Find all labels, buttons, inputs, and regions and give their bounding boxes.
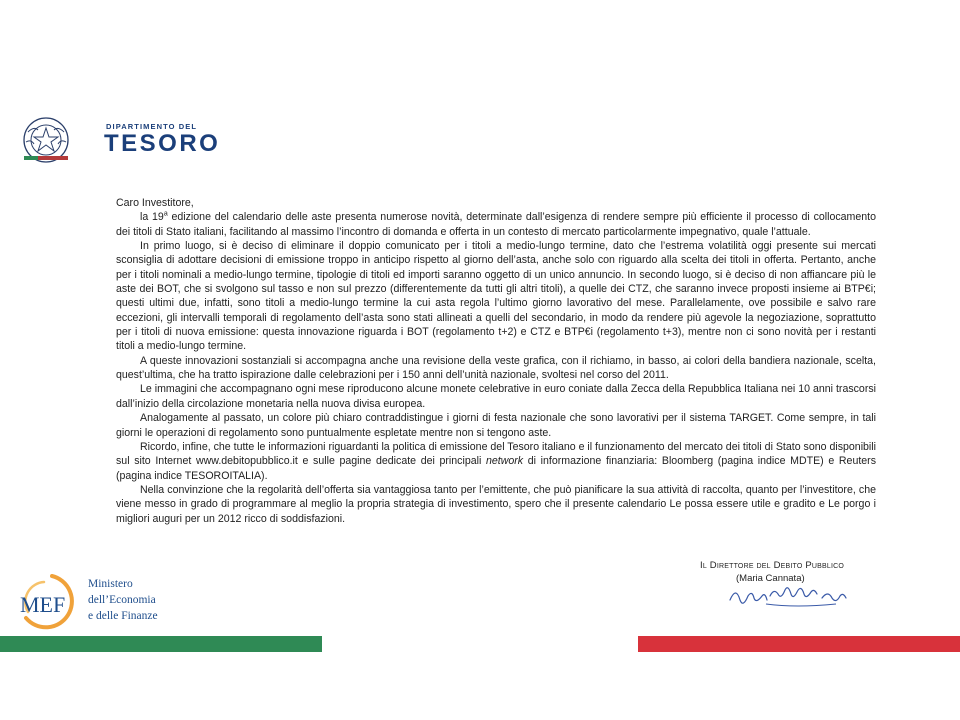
flag-red-bar [638, 636, 960, 652]
mef-name [88, 576, 158, 624]
mef-logo [14, 572, 234, 632]
mef-line-3: e delle Finanze [88, 610, 158, 622]
letter-paragraph-3: A queste innovazioni sostanziali si accompagna anche una revisione della veste grafica, con il richiamo, in basso, ai colori della bandiera nazionale, scelta, quest’ultima, che ha tratto ispirazione dalle celebrazioni per i 150 anni dell’unità nazionale, svoltesi nel corso del 2011. [116, 354, 876, 382]
handwritten-signature [726, 584, 866, 610]
letter-salutation: Caro Investitore, [116, 197, 194, 209]
letter-paragraph-1 [116, 210, 876, 239]
italian-republic-emblem-icon [18, 112, 74, 168]
letter-paragraph-2: In primo luogo, si è deciso di eliminare il doppio comunicato per i titoli a medio-lungo termine, dato che l’estrema volatilità oggi presente sui mercati sconsiglia di adottare decisioni di emissione troppo in anticipo rispetto al giorno dell’asta, anche solo con riguardo alla scelta dei titoli in offerta. Pertanto, anche per i titoli nominali a medio-lungo termine, tipologie di titoli ed importi saranno oggetto di un unico annuncio. In secondo luogo, si è deciso di non affiancare più le aste dei BOT, che si svolgono sul tasso e non sul prezzo (differentemente da tutti gli altri titoli), a quelle dei CTZ, che saranno invece proposti insieme ai BTP€i; questi ultimi due, infatti, sono titoli a medio-lungo termine la cui asta regola l’ultimo giorno lavorativo del mese. Parallelamente, ove possibile e salvo rare eccezioni, gli intervalli temporali di regolamento dell’asta sono stati allineati a quelli del secondario, in modo da rendere più agevole la negoziazione, soprattutto per i titoli di nuova emissione: questa innovazione riguarda i BOT (regolamento t+2) e CTZ e BTP€i (regolamento t+3), mentre non ci sono novità per i restanti titoli a medio-lungo termine. [116, 240, 876, 353]
tesoro-logo [18, 112, 221, 172]
mef-line-2: dell’Economia [88, 594, 156, 606]
letter-paragraph-6 [116, 440, 876, 483]
letter-paragraph-7: Nella convinzione che la regolarità dell’offerta sia vantaggiosa tanto per l’emittente, che può pianificare la sua attività di raccolta, quanto per l’investitore, che viene messo in grado di programmare al meglio la propria strategia di investimento, spero che il presente calendario Le possa essere utile e gradito e Le porgo i migliori auguri per un 2012 ricco di soddisfazioni. [116, 483, 876, 525]
letter-body [116, 196, 876, 526]
ordinal-superscript: a [163, 210, 168, 218]
p1-post: edizione del calendario delle aste presenta numerose novità, determinate dall’esigenza di rendere sempre più efficiente il processo di collocamento dei titoli di Stato italiani, facilitando al massimo l’incontro di domanda e offerta in un contesto di mercato particolarmente impegnativo, quale l’attuale. [116, 211, 876, 238]
letter-paragraph-5: Analogamente al passato, un colore più chiaro contraddistingue i giorni di festa nazionale che sono lavorativi per il sistema TARGET. Come sempre, in tali giorni le operazioni di regolamento sono puntualmente espletate mentre non si tengono aste. [116, 412, 876, 439]
flag-green-bar [0, 636, 322, 652]
letter-paragraph-4: Le immagini che accompagnano ogni mese riproducono alcune monete celebrative in euro coniate dalla Zecca della Repubblica Italiana nei 10 anni trascorsi dall’inizio della circolazione monetaria nella nuova divisa europea. [116, 383, 876, 410]
signature-name: (Maria Cannata) [736, 573, 805, 584]
p6-network: network [486, 455, 524, 468]
p1-pre: la 19 [140, 211, 164, 224]
department-name: TESORO [104, 130, 221, 157]
p6-post: di informazione finanziaria: Bloomberg (pagina indice MDTE) e Reuters (pagina indice TESOROITALIA). [116, 455, 876, 482]
mef-line-1: Ministero [88, 578, 133, 590]
mef-mark-text: MEF [20, 592, 66, 617]
mef-logo-mark-icon [14, 572, 84, 630]
signature-title: Il Direttore del Debito Pubblico [700, 560, 845, 571]
signature-block [700, 560, 900, 584]
department-label: DIPARTIMENTO DEL [106, 122, 198, 131]
p6-pre: Ricordo, infine, che tutte le informazioni riguardanti la politica di emissione del Tesoro italiano e il funzionamento del mercato dei titoli di Stato sono disponibili sul sito Internet www.debitopubblico.it e sulle pagine dedicate dei principali [116, 440, 876, 468]
